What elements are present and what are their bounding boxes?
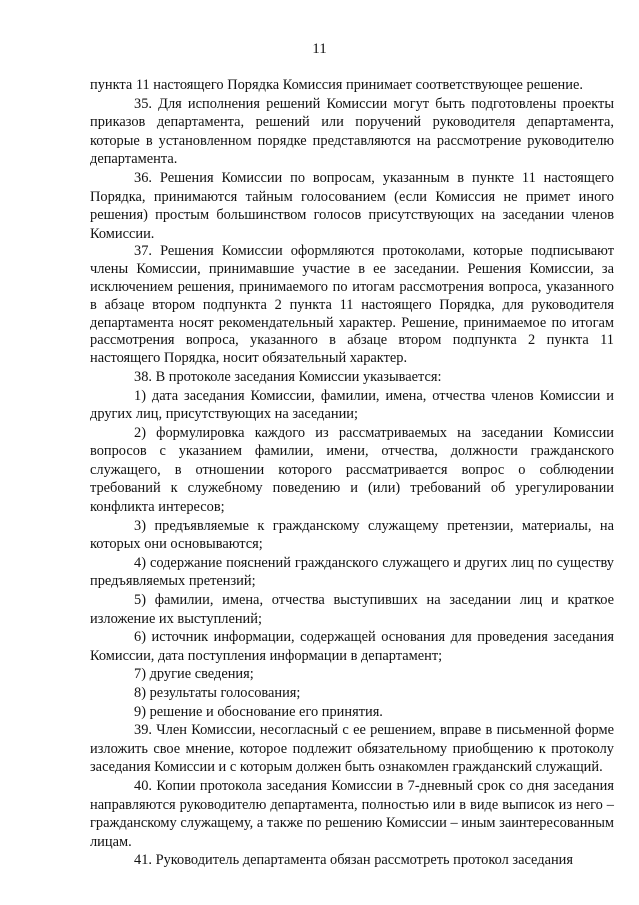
paragraph-39: 39. Член Комиссии, несогласный с ее решением, вправе в письменной форме изложить свое мнение, которое подлежит обязательному приобщению к протоколу заседания Комиссии и с которым должен быть ознакомлен гражданский служащий. <box>90 722 614 776</box>
paragraph-37: 37. Решения Комиссии оформляются протоколами, которые подписывают члены Комиссии, принимавшие участие в ее заседании. Решения Комиссии, за исключением решения, принимаемого по итогам рассмотрения вопроса, указанного в абзаце втором подпункта 2 пункта 11 настоящего Порядка, для руководителя департамента носят рекомендательный характер. Решение, принимаемое по итогам рассмотрения вопроса, указанного в абзаце втором подпункта 2 пункта 11 настоящего Порядка, носит обязательный характер. <box>90 243 614 367</box>
list-item-38-7: 7) другие сведения; <box>134 666 254 683</box>
list-item-38-4: 4) содержание пояснений гражданского служащего и других лиц по существу предъявляемых претензий; <box>90 554 614 590</box>
list-item-38-1: 1) дата заседания Комиссии, фамилии, имена, отчества членов Комиссии и других лиц, присутствующих на заседании; <box>90 387 614 423</box>
paragraph-35: 35. Для исполнения решений Комиссии могут быть подготовлены проекты приказов департамента, решений или поручений руководителя департамента, которые в установленном порядке представляются на рассмотрение руководителю департамента. <box>90 95 614 168</box>
page-number: 11 <box>312 41 327 57</box>
list-item-38-5: 5) фамилии, имена, отчества выступивших на заседании лиц и краткое изложение их выступлений; <box>90 592 614 627</box>
list-item-38-2: 2) формулировка каждого из рассматриваемых на заседании Комиссии вопросов с указанием фамилии, имени, отчества, должности гражданского служащего, в отношении которого рассматривается вопрос о соблюдении требований к служебному поведению и (или) требований об урегулировании конфликта интересов; <box>90 424 614 516</box>
paragraph-40: 40. Копии протокола заседания Комиссии в 7-дневный срок со дня заседания направляются руководителю департамента, полностью или в виде выписок из него – гражданскому служащему, а также по решению Комиссии – иным заинтересованным лицам. <box>90 777 614 850</box>
paragraph-36: 36. Решения Комиссии по вопросам, указанным в пункте 11 настоящего Порядка, принимаются тайным голосованием (если Комиссия не примет иного решения) простым большинством голосов присутствующих на заседании членов Комиссии. <box>90 169 614 242</box>
paragraph-41: 41. Руководитель департамента обязан рассмотреть протокол заседания <box>134 852 573 869</box>
paragraph-38: 38. В протоколе заседания Комиссии указывается: <box>134 368 442 385</box>
list-item-38-9: 9) решение и обоснование его принятия. <box>134 703 383 720</box>
list-item-38-3: 3) предъявляемые к гражданскому служащему претензии, материалы, на которых они основываются; <box>90 517 614 553</box>
list-item-38-6: 6) источник информации, содержащей основания для проведения заседания Комиссии, дата поступления информации в департамент; <box>90 629 614 664</box>
document-body <box>90 76 614 870</box>
list-item-38-8: 8) результаты голосования; <box>134 685 301 702</box>
paragraph-continuation: пункта 11 настоящего Порядка Комиссия принимает соответствующее решение. <box>90 77 583 93</box>
